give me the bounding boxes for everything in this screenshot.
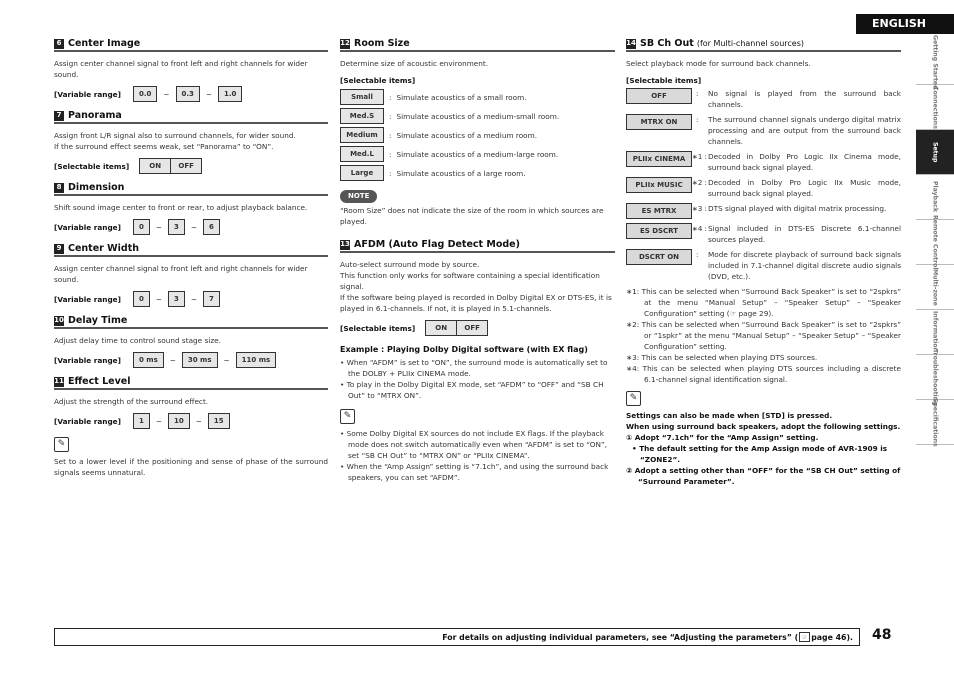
section-title: Room Size bbox=[354, 38, 410, 49]
variable-range-label: [Variable range] bbox=[54, 222, 121, 232]
colon: : bbox=[389, 168, 392, 178]
variable-range-row bbox=[54, 291, 328, 307]
option-label: Large bbox=[340, 165, 384, 181]
section-description: Determine size of acoustic environment. bbox=[340, 59, 489, 68]
section-number: 6 bbox=[54, 39, 64, 49]
section-number: 11 bbox=[54, 377, 64, 385]
section-description: Select playback mode for surround back channels. bbox=[626, 59, 811, 68]
option-label: PLIIx CINEMA bbox=[626, 151, 692, 167]
section-center-image-heading bbox=[54, 38, 328, 52]
section-description: Adjust the strength of the surround effect. bbox=[54, 397, 209, 406]
section-title: AFDM (Auto Flag Detect Mode) bbox=[354, 239, 520, 250]
section-subtitle: (for Multi-channel sources) bbox=[696, 39, 804, 48]
tilde: ~ bbox=[190, 294, 197, 304]
memo-text: Set to a lower level if the positioning and sense of phase of the surround signals seems unnatural. bbox=[54, 457, 328, 477]
section-number: 13 bbox=[340, 240, 350, 248]
note-badge: NOTE bbox=[340, 190, 377, 203]
section-title: Panorama bbox=[68, 110, 122, 121]
column-right bbox=[626, 38, 901, 487]
side-tab-label: Playback bbox=[931, 181, 939, 213]
section-dimension-heading bbox=[54, 182, 328, 196]
option-mark: ∗3 : bbox=[692, 205, 707, 213]
example-bullet: • When “AFDM” is set to “ON”, the surround mode is automatically set to the DOLBY + PLIIx CINEMA mode. bbox=[340, 358, 608, 378]
range-default-value: 0.3 bbox=[176, 86, 200, 102]
language-tab: ENGLISH bbox=[856, 14, 954, 34]
variable-range-label: [Variable range] bbox=[54, 294, 121, 304]
note-text: “Room Size” does not indicate the size of the room in which sources are played. bbox=[340, 206, 604, 226]
selectable-items-label: [Selectable items] bbox=[340, 76, 416, 85]
option-off: OFF bbox=[456, 320, 488, 336]
option-mark: ∗4 : bbox=[692, 225, 707, 233]
colon: : bbox=[389, 149, 392, 159]
memo-step: ① Adopt “7.1ch” for the “Amp Assign” setting. bbox=[626, 433, 819, 442]
range-default-value: 30 ms bbox=[182, 352, 218, 368]
option-mark: : bbox=[696, 116, 699, 124]
selectable-items-label: [Selectable items] bbox=[54, 161, 130, 171]
section-number: 12 bbox=[340, 39, 350, 47]
side-tab-label: Specifications bbox=[931, 397, 939, 447]
section-description: If the surround effect seems weak, set “Panorama” to “ON”. bbox=[54, 142, 274, 151]
footnote: ∗2: This can be selected when “Surround Back Speaker” is set to “2spkrs” or “1spkr” at the menu “Manual Setup” – “Speaker Setup” – “Speaker Configuration” setting. bbox=[626, 320, 901, 351]
section-room-size-heading bbox=[340, 38, 615, 52]
section-title: Center Width bbox=[68, 243, 139, 254]
option-label: ES DSCRT bbox=[626, 223, 692, 239]
side-tab-remote-control[interactable] bbox=[916, 214, 954, 270]
section-effect-level-heading bbox=[54, 376, 328, 390]
bullet-text: When “AFDM” is set to “ON”, the surround mode is automatically set to the DOLBY + PLIIx CINEMA mode. bbox=[346, 358, 608, 378]
section-number: 9 bbox=[54, 244, 64, 254]
range-default-value: 3 bbox=[168, 219, 185, 235]
section-description: Assign front L/R signal also to surround channels, for wider sound. bbox=[54, 131, 296, 140]
section-number: 7 bbox=[54, 111, 64, 121]
section-afdm-heading bbox=[340, 239, 615, 253]
range-default-value: 3 bbox=[168, 291, 185, 307]
option-pair bbox=[139, 158, 201, 174]
option-mark: ∗2 : bbox=[692, 179, 707, 187]
section-description: If the software being played is recorded in Dolby Digital EX or DTS-ES, it is played in 6.1-channels. If not, it is played in 5.1-channels. bbox=[340, 293, 612, 313]
variable-range-row bbox=[54, 352, 328, 368]
sb-option bbox=[626, 223, 901, 245]
option-mark: : bbox=[696, 251, 699, 259]
range-min-value: 0.0 bbox=[133, 86, 157, 102]
range-max-value: 7 bbox=[203, 291, 220, 307]
room-size-option bbox=[340, 108, 615, 124]
side-tab-label: Troubleshooting bbox=[931, 348, 939, 406]
tilde: ~ bbox=[205, 89, 213, 99]
side-tab-connections[interactable] bbox=[916, 85, 954, 130]
column-left bbox=[54, 38, 328, 478]
section-title: Delay Time bbox=[68, 315, 128, 326]
range-min-value: 0 ms bbox=[133, 352, 164, 368]
tilde: ~ bbox=[155, 222, 162, 232]
page-reference-icon: ☞ bbox=[799, 632, 810, 642]
side-tab-label: Setup bbox=[931, 141, 939, 163]
range-max-value: 110 ms bbox=[236, 352, 277, 368]
option-label: Medium bbox=[340, 127, 384, 143]
bullet-text: Some Dolby Digital EX sources do not include EX flags. If the playback mode does not switch automatically even when “AFDM” is set to “ON”, set “SB CH Out” to “MTRX ON” or “PLIIx CINEMA”. bbox=[346, 429, 608, 460]
option-label: MTRX ON bbox=[626, 114, 692, 130]
footer-page-link[interactable]: page 46 bbox=[811, 632, 847, 642]
selectable-items-row bbox=[340, 320, 615, 336]
sb-option bbox=[626, 151, 901, 173]
section-description: Auto-select surround mode by source. bbox=[340, 260, 480, 269]
footer-text: For details on adjusting individual parameters, see “Adjusting the parameters” ( bbox=[442, 632, 799, 642]
option-mark: ∗1 : bbox=[692, 153, 707, 161]
section-description: Adjust delay time to control sound stage size. bbox=[54, 336, 221, 345]
range-max-value: 6 bbox=[203, 219, 220, 235]
section-title: SB Ch Out bbox=[640, 38, 694, 49]
sb-option bbox=[626, 114, 901, 147]
section-number: 10 bbox=[54, 316, 64, 324]
memo-bullet: • Some Dolby Digital EX sources do not include EX flags. If the playback mode does not switch automatically even when “AFDM” is set to “ON”, set “SB CH Out” to “MTRX ON” or “PLIIx CINEMA”. bbox=[340, 429, 608, 460]
option-label: PLIIx MUSIC bbox=[626, 177, 692, 193]
option-on: ON bbox=[139, 158, 171, 174]
section-description: Assign center channel signal to front left and right channels for wider sound. bbox=[54, 264, 308, 284]
option-label: ES MTRX bbox=[626, 203, 692, 219]
tilde: ~ bbox=[190, 222, 197, 232]
range-min-value: 1 bbox=[133, 413, 150, 429]
selectable-items-row bbox=[54, 158, 328, 174]
section-delay-time-heading bbox=[54, 315, 328, 329]
option-label: Med.S bbox=[340, 108, 384, 124]
tilde: ~ bbox=[163, 89, 170, 99]
option-label: DSCRT ON bbox=[626, 249, 692, 265]
footnote: ∗3: This can be selected when playing DTS sources. bbox=[626, 353, 818, 362]
variable-range-row bbox=[54, 413, 328, 429]
section-title: Center Image bbox=[68, 38, 141, 49]
sb-option bbox=[626, 177, 901, 199]
option-text: DTS signal played with digital matrix processing. bbox=[708, 204, 887, 213]
memo-step-sub: • The default setting for the Amp Assign mode of AVR-1909 is “ZONE2”. bbox=[632, 444, 888, 464]
section-description: This function only works for software containing a special identification signal. bbox=[340, 271, 600, 291]
section-panorama-heading bbox=[54, 110, 328, 124]
range-max-value: 1.0 bbox=[218, 86, 242, 102]
side-tab-specifications[interactable] bbox=[916, 397, 954, 447]
variable-range-label: [Variable range] bbox=[54, 355, 121, 365]
option-text: Mode for discrete playback of surround back signals included in 7.1-channel digital discrete audio signals (DVD, etc.). bbox=[708, 250, 901, 281]
footnote: ∗4: This can be selected when playing DTS sources including a discrete 6.1-channel signal identification signal. bbox=[626, 364, 901, 384]
memo-text: Settings can also be made when [STD] is pressed. bbox=[626, 411, 833, 420]
section-description: Assign center channel signal to front left and right channels for wider sound. bbox=[54, 59, 308, 79]
range-min-value: 0 bbox=[133, 291, 150, 307]
footnote: ∗1: This can be selected when “Surround Back Speaker” is set to “2spkrs” at the menu “Manual Setup” – “Speaker Setup” – “Speaker Configuration” setting (☞ page 29). bbox=[626, 287, 901, 318]
side-tab-label: Multi-zone bbox=[931, 268, 939, 306]
section-description: Shift sound image center to front or rear, to adjust playback balance. bbox=[54, 203, 308, 212]
section-number: 14 bbox=[626, 39, 636, 47]
memo-pencil-icon: ✎ bbox=[626, 391, 641, 406]
footer-text-close: ). bbox=[846, 632, 853, 642]
room-size-option bbox=[340, 146, 615, 162]
option-text: No signal is played from the surround back channels. bbox=[708, 89, 901, 109]
sb-option bbox=[626, 249, 901, 282]
side-tab-multi-zone[interactable] bbox=[916, 265, 954, 310]
column-middle bbox=[340, 38, 615, 483]
option-label: Med.L bbox=[340, 146, 384, 162]
option-text: Simulate acoustics of a medium-large room. bbox=[396, 149, 559, 159]
side-tab-setup[interactable] bbox=[916, 130, 954, 175]
sb-option bbox=[626, 203, 901, 219]
option-on: ON bbox=[425, 320, 457, 336]
option-pair bbox=[425, 320, 487, 336]
variable-range-label: [Variable range] bbox=[54, 89, 121, 99]
option-text: Simulate acoustics of a medium-small room. bbox=[396, 111, 560, 121]
colon: : bbox=[389, 92, 392, 102]
memo-bullet: • When the “Amp Assign” setting is “7.1ch”, and using the surround back speakers, you can set “AFDM”. bbox=[340, 462, 609, 482]
colon: : bbox=[389, 111, 392, 121]
range-max-value: 15 bbox=[208, 413, 230, 429]
variable-range-row bbox=[54, 219, 328, 235]
side-tab-label: Connections bbox=[931, 85, 939, 129]
memo-pencil-icon: ✎ bbox=[340, 409, 355, 424]
option-text: Simulate acoustics of a medium room. bbox=[396, 130, 538, 140]
sb-option bbox=[626, 88, 901, 110]
side-tab-getting-started[interactable] bbox=[916, 34, 954, 90]
page-number: 48 bbox=[872, 627, 892, 643]
option-text: Decoded in Dolby Pro Logic IIx Cinema mode, surround back signal played. bbox=[708, 152, 901, 172]
selectable-items-label: [Selectable items] bbox=[340, 323, 416, 333]
memo-text: When using surround back speakers, adopt the following settings. bbox=[626, 422, 901, 431]
example-bullet: • To play in the Dolby Digital EX mode, set “AFDM” to “OFF” and “SB CH Out” to “MTRX ON”. bbox=[340, 380, 604, 400]
side-tab-label: Information bbox=[931, 311, 939, 353]
side-tab-label: Getting Started bbox=[931, 34, 939, 90]
tilde: ~ bbox=[223, 355, 230, 365]
section-title: Effect Level bbox=[68, 376, 131, 387]
section-sb-ch-out-heading bbox=[626, 38, 901, 52]
section-center-width-heading bbox=[54, 243, 328, 257]
section-title: Dimension bbox=[68, 182, 125, 193]
variable-range-row bbox=[54, 86, 328, 102]
memo-pencil-icon: ✎ bbox=[54, 437, 69, 452]
option-mark: : bbox=[696, 90, 699, 98]
bullet-text: To play in the Dolby Digital EX mode, set “AFDM” to “OFF” and “SB CH Out” to “MTRX ON”. bbox=[346, 380, 604, 400]
option-text: Simulate acoustics of a small room. bbox=[396, 92, 527, 102]
side-tab-troubleshooting[interactable] bbox=[916, 348, 954, 406]
bullet-text: When the “Amp Assign” setting is “7.1ch”, and using the surround back speakers, you can set “AFDM”. bbox=[346, 462, 609, 482]
selectable-items-label: [Selectable items] bbox=[626, 76, 702, 85]
variable-range-label: [Variable range] bbox=[54, 416, 121, 426]
option-text: Signal included in DTS-ES Discrete 6.1-channel sources played. bbox=[708, 224, 901, 244]
footer-note bbox=[54, 628, 860, 646]
option-text: Simulate acoustics of a large room. bbox=[396, 168, 526, 178]
tilde: ~ bbox=[155, 294, 162, 304]
tilde: ~ bbox=[195, 416, 202, 426]
range-min-value: 0 bbox=[133, 219, 150, 235]
side-tab-playback[interactable] bbox=[916, 175, 954, 220]
memo-step: ② Adopt a setting other than “OFF” for the “SB CH Out” setting of “Surround Parameter”. bbox=[626, 466, 901, 486]
side-tab-label: Remote Control bbox=[931, 214, 939, 270]
room-size-option bbox=[340, 127, 615, 143]
room-size-option bbox=[340, 89, 615, 105]
range-default-value: 10 bbox=[168, 413, 190, 429]
side-nav bbox=[916, 34, 954, 447]
colon: : bbox=[389, 130, 392, 140]
section-number: 8 bbox=[54, 183, 64, 193]
tilde: ~ bbox=[169, 355, 176, 365]
room-size-option bbox=[340, 165, 615, 181]
option-off: OFF bbox=[170, 158, 202, 174]
option-label: Small bbox=[340, 89, 384, 105]
option-text: Decoded in Dolby Pro Logic IIx Music mode, surround back signal played. bbox=[708, 178, 901, 198]
option-text: The surround channel signals undergo digital matrix processing and are output from the surround back channels. bbox=[708, 115, 901, 146]
tilde: ~ bbox=[155, 416, 162, 426]
example-title: Example : Playing Dolby Digital software (with EX flag) bbox=[340, 345, 588, 354]
option-label: OFF bbox=[626, 88, 692, 104]
